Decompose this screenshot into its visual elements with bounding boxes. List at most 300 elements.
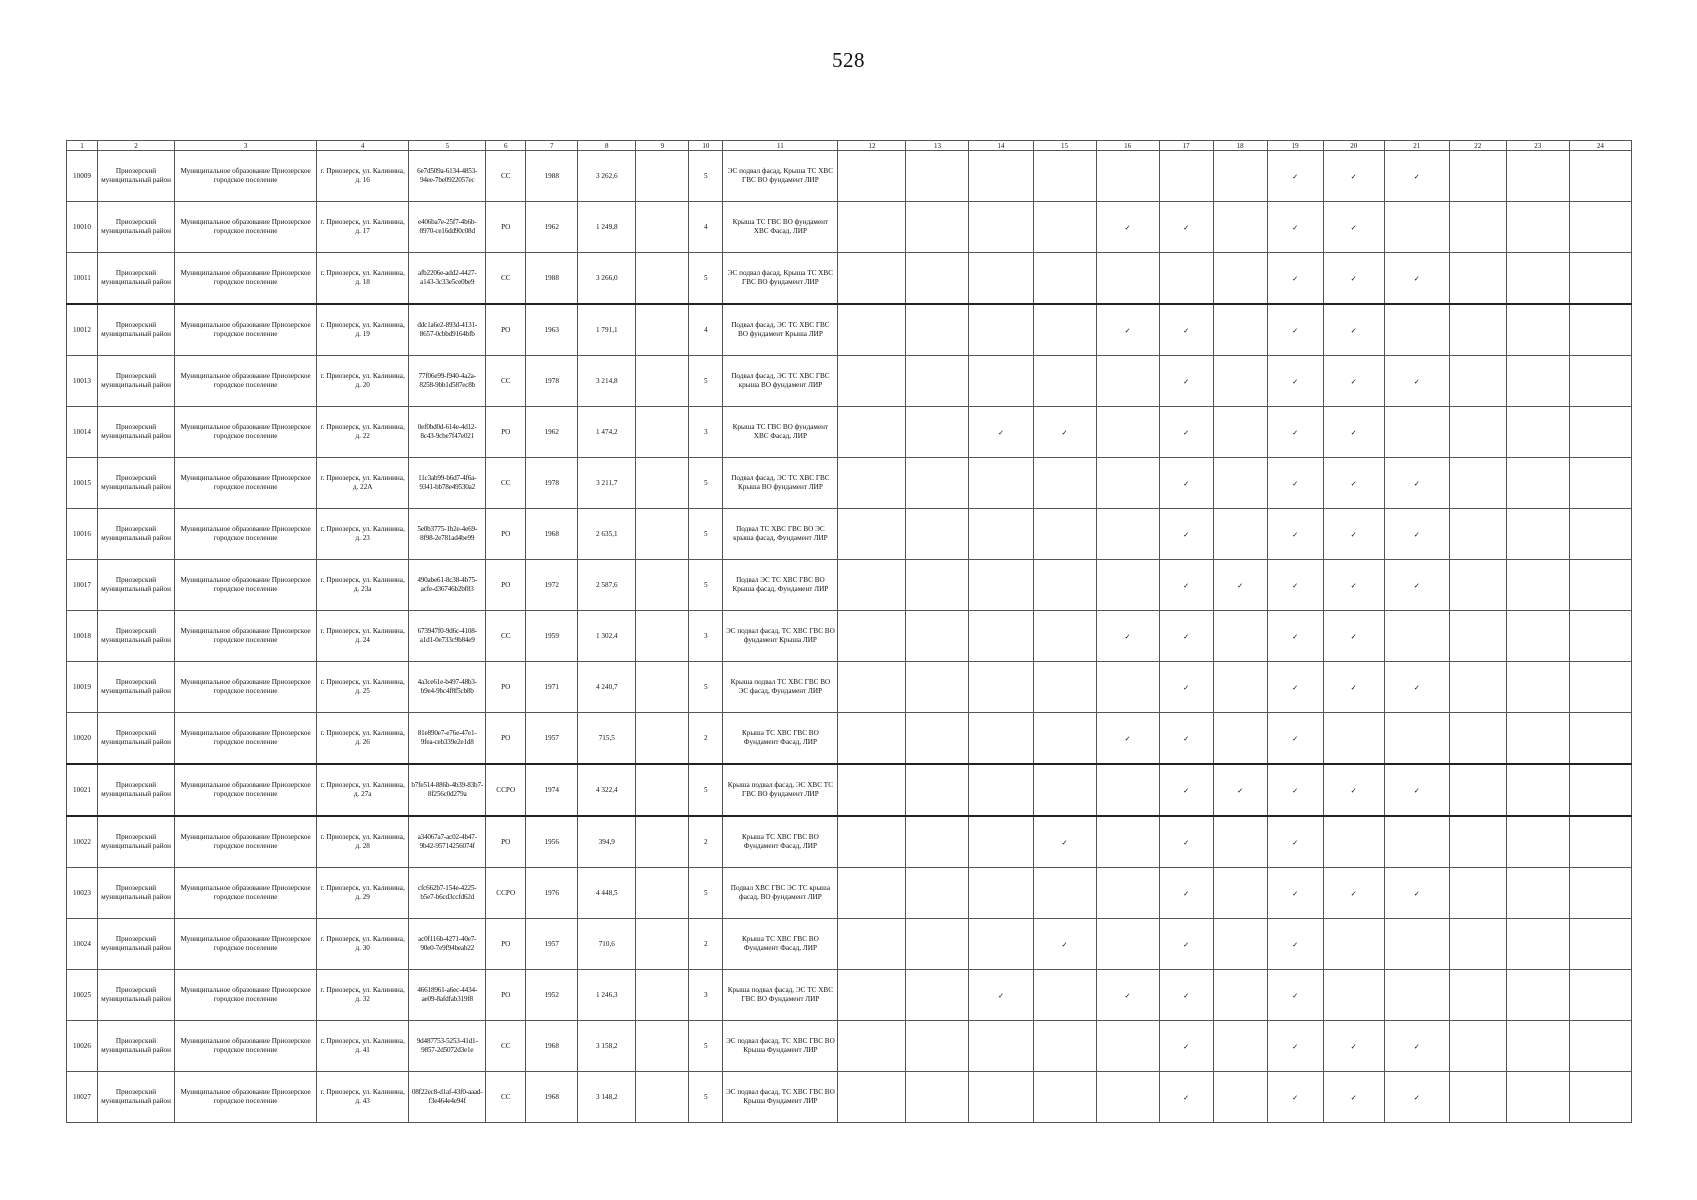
empty-cell (906, 611, 969, 662)
district-name: Приозерский муниципальный район (98, 151, 175, 202)
total-area: 3 211,7 (578, 458, 636, 509)
district-name: Приозерский муниципальный район (98, 1072, 175, 1123)
column-header-21: 21 (1384, 141, 1449, 151)
empty-cell (1384, 713, 1449, 765)
empty-cell (1569, 253, 1631, 305)
work-types: ЭС подвал фасад, ТС ХВС ГВС ВО Крыша Фундамент ЛИР (723, 1021, 838, 1072)
work-types: ЭС подвал фасад, Крыша ТС ХВС ГВС ВО фундамент ЛИР (723, 151, 838, 202)
empty-cell (1506, 713, 1569, 765)
check-mark-icon: ✓ (1267, 764, 1323, 816)
wall-type: РО (486, 816, 526, 868)
house-guid: a34067a7-ac02-4b47-9b42-95714256074f (409, 816, 486, 868)
check-mark-icon: ✓ (1267, 202, 1323, 253)
check-mark-icon: ✓ (1096, 304, 1159, 356)
empty-cell (1569, 868, 1631, 919)
check-mark-icon: ✓ (1267, 151, 1323, 202)
total-area: 715,5 (578, 713, 636, 765)
address: г. Приозерск, ул. Калинина, д. 27а (317, 764, 409, 816)
build-year: 1988 (526, 253, 578, 305)
empty-cell (1506, 1021, 1569, 1072)
empty-cell (1384, 816, 1449, 868)
build-year: 1978 (526, 356, 578, 407)
municipality-name: Муниципальное образование Приозерское городское поселение (175, 1021, 317, 1072)
column-9 (636, 202, 689, 253)
check-mark-icon: ✓ (1384, 509, 1449, 560)
house-guid: 490abe61-8c38-4b75-acfe-d36746b2bf83 (409, 560, 486, 611)
empty-cell (906, 509, 969, 560)
check-mark-icon: ✓ (1267, 662, 1323, 713)
check-mark-icon: ✓ (1323, 458, 1384, 509)
district-name: Приозерский муниципальный район (98, 611, 175, 662)
house-guid: 9d487753-5253-41d1-9857-2d5072d3e1e (409, 1021, 486, 1072)
district-name: Приозерский муниципальный район (98, 560, 175, 611)
empty-cell (1569, 1072, 1631, 1123)
empty-cell (1384, 919, 1449, 970)
empty-cell (906, 356, 969, 407)
check-mark-icon: ✓ (1267, 458, 1323, 509)
empty-cell (838, 919, 906, 970)
empty-cell (906, 662, 969, 713)
empty-cell (1449, 458, 1506, 509)
address: г. Приозерск, ул. Калинина, д. 19 (317, 304, 409, 356)
total-area: 1 246,3 (578, 970, 636, 1021)
column-9 (636, 1072, 689, 1123)
check-mark-icon: ✓ (1159, 509, 1213, 560)
check-mark-icon: ✓ (1159, 919, 1213, 970)
floor-count: 4 (689, 304, 723, 356)
work-types: Подвал ТС ХВС ГВС ВО ЭС крыша фасад, Фундамент ЛИР (723, 509, 838, 560)
empty-cell (838, 304, 906, 356)
work-types: Подвал фасад, ЭС ТС ХВС ГВС крыша ВО фундамент ЛИР (723, 356, 838, 407)
empty-cell (1096, 560, 1159, 611)
empty-cell (906, 1021, 969, 1072)
municipality-name: Муниципальное образование Приозерское городское поселение (175, 713, 317, 765)
record-number: 10013 (67, 356, 98, 407)
empty-cell (1569, 304, 1631, 356)
check-mark-icon: ✓ (1096, 713, 1159, 765)
empty-cell (1569, 816, 1631, 868)
wall-type: СС (486, 1072, 526, 1123)
check-mark-icon: ✓ (1267, 356, 1323, 407)
table-row (67, 662, 1632, 713)
table-row (67, 713, 1632, 765)
empty-cell (1384, 202, 1449, 253)
column-header-11: 11 (723, 141, 838, 151)
empty-cell (906, 202, 969, 253)
table-row (67, 151, 1632, 202)
empty-cell (1213, 253, 1267, 305)
floor-count: 5 (689, 458, 723, 509)
empty-cell (906, 407, 969, 458)
check-mark-icon: ✓ (1267, 560, 1323, 611)
table-row (67, 868, 1632, 919)
build-year: 1968 (526, 509, 578, 560)
empty-cell (1449, 560, 1506, 611)
house-guid: 6e7d509a-6134-4853-94ee-7be0922057ec (409, 151, 486, 202)
work-types: Подвал фасад, ЭС ТС ХВС ГВС ВО фундамент Крыша ЛИР (723, 304, 838, 356)
work-types: Крыша подвал фасад, ЭС ХВС ТС ГВС ВО фундамент ЛИР (723, 764, 838, 816)
empty-cell (1506, 458, 1569, 509)
check-mark-icon: ✓ (1159, 304, 1213, 356)
check-mark-icon: ✓ (1159, 816, 1213, 868)
empty-cell (1213, 509, 1267, 560)
empty-cell (906, 919, 969, 970)
check-mark-icon: ✓ (1323, 611, 1384, 662)
total-area: 2 587,6 (578, 560, 636, 611)
empty-cell (1449, 713, 1506, 765)
build-year: 1956 (526, 816, 578, 868)
record-number: 10011 (67, 253, 98, 305)
empty-cell (1159, 151, 1213, 202)
check-mark-icon: ✓ (1159, 662, 1213, 713)
house-guid: 77f06e99-f940-4a2a-8258-9bb1d587ec8b (409, 356, 486, 407)
check-mark-icon: ✓ (1323, 253, 1384, 305)
empty-cell (906, 764, 969, 816)
check-mark-icon: ✓ (1213, 764, 1267, 816)
district-name: Приозерский муниципальный район (98, 304, 175, 356)
check-mark-icon: ✓ (1267, 816, 1323, 868)
column-header-8: 8 (578, 141, 636, 151)
municipality-name: Муниципальное образование Приозерское городское поселение (175, 662, 317, 713)
total-area: 710,6 (578, 919, 636, 970)
build-year: 1952 (526, 970, 578, 1021)
floor-count: 2 (689, 919, 723, 970)
check-mark-icon: ✓ (1384, 458, 1449, 509)
column-9 (636, 407, 689, 458)
column-header-23: 23 (1506, 141, 1569, 151)
address: г. Приозерск, ул. Калинина, д. 26 (317, 713, 409, 765)
check-mark-icon: ✓ (1323, 868, 1384, 919)
record-number: 10026 (67, 1021, 98, 1072)
column-9 (636, 509, 689, 560)
record-number: 10016 (67, 509, 98, 560)
empty-cell (1213, 304, 1267, 356)
floor-count: 5 (689, 151, 723, 202)
empty-cell (1384, 407, 1449, 458)
check-mark-icon: ✓ (1267, 304, 1323, 356)
empty-cell (1096, 151, 1159, 202)
floor-count: 5 (689, 253, 723, 305)
empty-cell (1569, 1021, 1631, 1072)
empty-cell (1569, 202, 1631, 253)
table-row (67, 1072, 1632, 1123)
empty-cell (969, 458, 1033, 509)
empty-cell (969, 1072, 1033, 1123)
municipality-name: Муниципальное образование Приозерское городское поселение (175, 1072, 317, 1123)
column-9 (636, 816, 689, 868)
empty-cell (1213, 868, 1267, 919)
address: г. Приозерск, ул. Калинина, д. 23 (317, 509, 409, 560)
check-mark-icon: ✓ (1384, 560, 1449, 611)
empty-cell (1033, 253, 1096, 305)
district-name: Приозерский муниципальный район (98, 970, 175, 1021)
floor-count: 5 (689, 662, 723, 713)
empty-cell (1506, 151, 1569, 202)
empty-cell (838, 970, 906, 1021)
address: г. Приозерск, ул. Калинина, д. 41 (317, 1021, 409, 1072)
empty-cell (969, 1021, 1033, 1072)
wall-type: СС (486, 151, 526, 202)
empty-cell (838, 816, 906, 868)
column-header-14: 14 (969, 141, 1033, 151)
record-number: 10018 (67, 611, 98, 662)
district-name: Приозерский муниципальный район (98, 662, 175, 713)
address: г. Приозерск, ул. Калинина, д. 22 (317, 407, 409, 458)
empty-cell (1213, 202, 1267, 253)
column-9 (636, 868, 689, 919)
address: г. Приозерск, ул. Калинина, д. 22А (317, 458, 409, 509)
municipality-name: Муниципальное образование Приозерское городское поселение (175, 816, 317, 868)
build-year: 1968 (526, 1072, 578, 1123)
empty-cell (969, 151, 1033, 202)
check-mark-icon: ✓ (1267, 1021, 1323, 1072)
empty-cell (1096, 662, 1159, 713)
empty-cell (838, 1021, 906, 1072)
build-year: 1968 (526, 1021, 578, 1072)
check-mark-icon: ✓ (1159, 764, 1213, 816)
empty-cell (1096, 1072, 1159, 1123)
empty-cell (1033, 560, 1096, 611)
district-name: Приозерский муниципальный район (98, 407, 175, 458)
check-mark-icon: ✓ (1384, 151, 1449, 202)
check-mark-icon: ✓ (1267, 407, 1323, 458)
empty-cell (1213, 816, 1267, 868)
empty-cell (1159, 253, 1213, 305)
empty-cell (1096, 458, 1159, 509)
address: г. Приозерск, ул. Калинина, д. 17 (317, 202, 409, 253)
district-name: Приозерский муниципальный район (98, 202, 175, 253)
floor-count: 5 (689, 868, 723, 919)
column-9 (636, 253, 689, 305)
address: г. Приозерск, ул. Калинина, д. 30 (317, 919, 409, 970)
check-mark-icon: ✓ (1323, 202, 1384, 253)
empty-cell (1384, 970, 1449, 1021)
build-year: 1978 (526, 458, 578, 509)
empty-cell (1569, 458, 1631, 509)
column-9 (636, 919, 689, 970)
check-mark-icon: ✓ (1323, 304, 1384, 356)
empty-cell (1506, 356, 1569, 407)
record-number: 10024 (67, 919, 98, 970)
floor-count: 5 (689, 356, 723, 407)
housing-registry-table (66, 140, 1632, 1123)
check-mark-icon: ✓ (1159, 202, 1213, 253)
check-mark-icon: ✓ (1323, 560, 1384, 611)
empty-cell (1569, 713, 1631, 765)
table-body (67, 151, 1632, 1123)
empty-cell (1096, 253, 1159, 305)
empty-cell (838, 151, 906, 202)
record-number: 10012 (67, 304, 98, 356)
check-mark-icon: ✓ (969, 407, 1033, 458)
address: г. Приозерск, ул. Калинина, д. 16 (317, 151, 409, 202)
empty-cell (969, 560, 1033, 611)
wall-type: СС (486, 253, 526, 305)
district-name: Приозерский муниципальный район (98, 1021, 175, 1072)
check-mark-icon: ✓ (1096, 970, 1159, 1021)
empty-cell (1096, 356, 1159, 407)
empty-cell (1213, 919, 1267, 970)
empty-cell (969, 509, 1033, 560)
floor-count: 3 (689, 970, 723, 1021)
column-header-22: 22 (1449, 141, 1506, 151)
house-guid: 0ef0bd0d-614e-4d12-8c43-9cbe7f47e021 (409, 407, 486, 458)
column-header-2: 2 (98, 141, 175, 151)
empty-cell (1096, 764, 1159, 816)
municipality-name: Муниципальное образование Приозерское городское поселение (175, 764, 317, 816)
check-mark-icon: ✓ (1159, 407, 1213, 458)
empty-cell (906, 816, 969, 868)
table-row (67, 919, 1632, 970)
empty-cell (1506, 611, 1569, 662)
check-mark-icon: ✓ (1323, 407, 1384, 458)
wall-type: СС (486, 458, 526, 509)
empty-cell (1033, 1072, 1096, 1123)
empty-cell (1569, 662, 1631, 713)
empty-cell (1449, 1072, 1506, 1123)
column-header-9: 9 (636, 141, 689, 151)
empty-cell (1096, 816, 1159, 868)
total-area: 2 635,1 (578, 509, 636, 560)
table-row (67, 253, 1632, 305)
wall-type: РО (486, 509, 526, 560)
empty-cell (1506, 202, 1569, 253)
wall-type: СС (486, 1021, 526, 1072)
build-year: 1963 (526, 304, 578, 356)
empty-cell (1569, 919, 1631, 970)
check-mark-icon: ✓ (1159, 970, 1213, 1021)
column-9 (636, 611, 689, 662)
check-mark-icon: ✓ (1323, 662, 1384, 713)
check-mark-icon: ✓ (1323, 509, 1384, 560)
column-header-5: 5 (409, 141, 486, 151)
record-number: 10027 (67, 1072, 98, 1123)
address: г. Приозерск, ул. Калинина, д. 43 (317, 1072, 409, 1123)
empty-cell (838, 1072, 906, 1123)
address: г. Приозерск, ул. Калинина, д. 24 (317, 611, 409, 662)
table-row (67, 816, 1632, 868)
floor-count: 5 (689, 764, 723, 816)
wall-type: СС (486, 356, 526, 407)
empty-cell (969, 764, 1033, 816)
empty-cell (1096, 868, 1159, 919)
empty-cell (1569, 560, 1631, 611)
empty-cell (1569, 611, 1631, 662)
house-guid: 4a3ce61e-b497-48b3-b9e4-9bc4f8f5cb8b (409, 662, 486, 713)
district-name: Приозерский муниципальный район (98, 764, 175, 816)
check-mark-icon: ✓ (1267, 868, 1323, 919)
wall-type: РО (486, 970, 526, 1021)
empty-cell (1449, 253, 1506, 305)
empty-cell (969, 202, 1033, 253)
house-guid: 11c3ab99-b6d7-4f6a-9341-bb78e49530a2 (409, 458, 486, 509)
empty-cell (906, 458, 969, 509)
municipality-name: Муниципальное образование Приозерское городское поселение (175, 202, 317, 253)
empty-cell (1213, 458, 1267, 509)
empty-cell (1506, 509, 1569, 560)
municipality-name: Муниципальное образование Приозерское городское поселение (175, 458, 317, 509)
empty-cell (1506, 868, 1569, 919)
empty-cell (1033, 202, 1096, 253)
empty-cell (1569, 970, 1631, 1021)
record-number: 10017 (67, 560, 98, 611)
check-mark-icon: ✓ (969, 970, 1033, 1021)
check-mark-icon: ✓ (1384, 253, 1449, 305)
column-header-13: 13 (906, 141, 969, 151)
district-name: Приозерский муниципальный район (98, 713, 175, 765)
empty-cell (838, 202, 906, 253)
record-number: 10021 (67, 764, 98, 816)
check-mark-icon: ✓ (1213, 560, 1267, 611)
column-header-6: 6 (486, 141, 526, 151)
table-row (67, 407, 1632, 458)
check-mark-icon: ✓ (1384, 764, 1449, 816)
empty-cell (969, 611, 1033, 662)
municipality-name: Муниципальное образование Приозерское городское поселение (175, 560, 317, 611)
empty-cell (1033, 304, 1096, 356)
check-mark-icon: ✓ (1096, 611, 1159, 662)
total-area: 1 474,2 (578, 407, 636, 458)
empty-cell (906, 151, 969, 202)
column-9 (636, 764, 689, 816)
work-types: Подвал ЭС ТС ХВС ГВС ВО Крыша фасад, Фундамент ЛИР (723, 560, 838, 611)
empty-cell (1449, 1021, 1506, 1072)
house-guid: 673947f0-9d6c-4108-a1d1-0e733c9b84e9 (409, 611, 486, 662)
floor-count: 2 (689, 713, 723, 765)
empty-cell (838, 560, 906, 611)
empty-cell (1323, 919, 1384, 970)
empty-cell (838, 458, 906, 509)
address: г. Приозерск, ул. Калинина, д. 32 (317, 970, 409, 1021)
check-mark-icon: ✓ (1384, 1072, 1449, 1123)
work-types: Крыша ТС ГВС ВО фундамент ХВС Фасад, ЛИР (723, 202, 838, 253)
check-mark-icon: ✓ (1323, 764, 1384, 816)
column-header-17: 17 (1159, 141, 1213, 151)
empty-cell (969, 304, 1033, 356)
house-guid: b7fe514-886b-4b39-83b7-8f256c0d279a (409, 764, 486, 816)
check-mark-icon: ✓ (1267, 713, 1323, 765)
work-types: Крыша подвал фасад, ЭС ТС ХВС ГВС ВО Фундамент ЛИР (723, 970, 838, 1021)
empty-cell (1096, 407, 1159, 458)
empty-cell (1323, 713, 1384, 765)
table-row (67, 611, 1632, 662)
empty-cell (1506, 919, 1569, 970)
table-row (67, 764, 1632, 816)
empty-cell (906, 560, 969, 611)
empty-cell (1033, 356, 1096, 407)
total-area: 3 266,0 (578, 253, 636, 305)
check-mark-icon: ✓ (1267, 509, 1323, 560)
work-types: Крыша ТС ХВС ГВС ВО Фундамент Фасад, ЛИР (723, 919, 838, 970)
check-mark-icon: ✓ (1159, 560, 1213, 611)
empty-cell (1096, 919, 1159, 970)
empty-cell (1033, 458, 1096, 509)
column-header-10: 10 (689, 141, 723, 151)
table-row (67, 304, 1632, 356)
table-row (67, 458, 1632, 509)
total-area: 3 214,8 (578, 356, 636, 407)
record-number: 10025 (67, 970, 98, 1021)
empty-cell (1506, 970, 1569, 1021)
address: г. Приозерск, ул. Калинина, д. 28 (317, 816, 409, 868)
empty-cell (1323, 816, 1384, 868)
total-area: 1 249,8 (578, 202, 636, 253)
check-mark-icon: ✓ (1159, 713, 1213, 765)
column-9 (636, 458, 689, 509)
municipality-name: Муниципальное образование Приозерское городское поселение (175, 407, 317, 458)
municipality-name: Муниципальное образование Приозерское городское поселение (175, 509, 317, 560)
empty-cell (1096, 509, 1159, 560)
